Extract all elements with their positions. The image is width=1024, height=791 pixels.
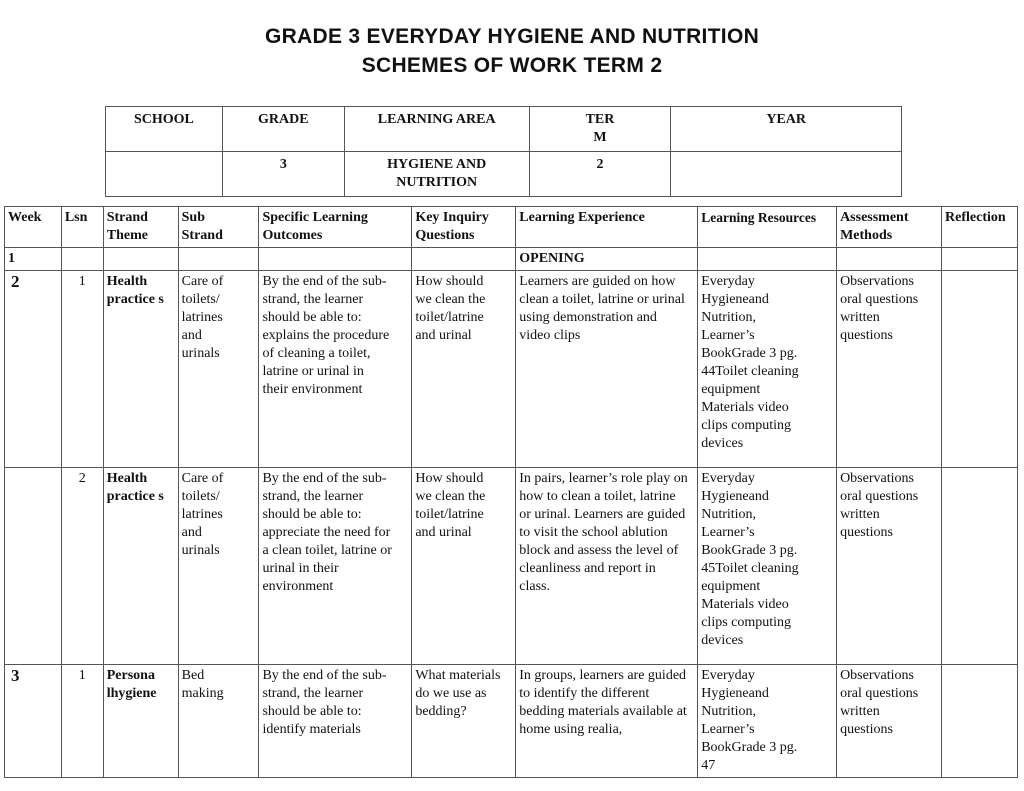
opening-week: 1 [5,248,62,271]
document-title [0,22,1024,80]
row-week [5,468,62,665]
row-lesson: 2 [61,468,103,665]
row-week: 3 [5,665,62,778]
row-strand-theme: Health practice s [103,468,178,665]
opening-label: OPENING [516,248,698,271]
row-sub-strand: Care of toilets/ latrines and urinals [178,271,259,468]
row-key-questions: How should we clean the toilet/latrine and urinal [412,468,516,665]
info-header-year: YEAR [671,107,902,152]
info-header-grade: GRADE [222,107,344,152]
info-value-learning-area: HYGIENE AND NUTRITION [344,152,529,197]
table-row [5,468,1018,665]
row-specific-outcomes: By the end of the sub-strand, the learner should be able to: identify materials [259,665,412,778]
header-reflection: Reflection [942,207,1018,248]
header-key-inquiry-questions: Key Inquiry Questions [412,207,516,248]
row-learning-experience: Learners are guided on how clean a toilet, latrine or urinal using demonstration and video clips [516,271,698,468]
row-learning-resources: Everyday Hygieneand Nutrition, Learner’s BookGrade 3 pg. 44Toilet cleaning equipment Materials video clips computing devices [698,271,837,468]
scheme-header-row [5,207,1018,248]
row-key-questions: How should we clean the toilet/latrine and urinal [412,271,516,468]
info-value-term: 2 [529,152,671,197]
row-strand-theme: Health practice s [103,271,178,468]
row-lesson: 1 [61,271,103,468]
title-line-2: SCHEMES OF WORK TERM 2 [361,54,663,77]
row-learning-resources: Everyday Hygieneand Nutrition, Learner’s BookGrade 3 pg. 47 [698,665,837,778]
table-row [5,271,1018,468]
header-specific-learning-outcomes: Specific Learning Outcomes [259,207,412,248]
info-value-grade: 3 [222,152,344,197]
row-key-questions: What materials do we use as bedding? [412,665,516,778]
info-header-term: TER M [529,107,671,152]
scheme-of-work-table [4,206,1018,778]
header-learning-resources: Learning Resources [698,207,837,248]
info-header-school: SCHOOL [106,107,223,152]
row-reflection [942,271,1018,468]
row-sub-strand: Care of toilets/ latrines and urinals [178,468,259,665]
row-reflection [942,468,1018,665]
info-value-row [106,152,902,197]
header-sub-strand: Sub Strand [178,207,259,248]
row-assessment-methods: Observations oral questions written questions [837,468,942,665]
row-sub-strand: Bed making [178,665,259,778]
row-learning-resources: Everyday Hygieneand Nutrition, Learner’s BookGrade 3 pg. 45Toilet cleaning equipment Materials video clips computing devices [698,468,837,665]
row-learning-experience: In pairs, learner’s role play on how to clean a toilet, latrine or urinal. Learners are guided to visit the school ablution block and assess the level of cleanliness and report in class. [516,468,698,665]
header-assessment-methods: Assessment Methods [837,207,942,248]
header-strand-theme: Strand Theme [103,207,178,248]
row-assessment-methods: Observations oral questions written questions [837,665,942,778]
header-lesson: Lsn [61,207,103,248]
header-week: Week [5,207,62,248]
info-value-year [671,152,902,197]
opening-row [5,248,1018,271]
title-line-1: GRADE 3 EVERYDAY HYGIENE AND NUTRITION [264,25,760,48]
row-reflection [942,665,1018,778]
info-header-row [106,107,902,152]
row-week: 2 [5,271,62,468]
info-header-learning-area: LEARNING AREA [344,107,529,152]
header-learning-experience: Learning Experience [516,207,698,248]
row-specific-outcomes: By the end of the sub-strand, the learner should be able to: explains the procedure of cleaning a toilet, latrine or urinal in their environment [259,271,412,468]
school-info-table [105,106,902,197]
info-value-school [106,152,223,197]
row-specific-outcomes: By the end of the sub-strand, the learner should be able to: appreciate the need for a clean toilet, latrine or urinal in their environment [259,468,412,665]
row-learning-experience: In groups, learners are guided to identify the different bedding materials available at home using realia, [516,665,698,778]
row-strand-theme: Persona lhygiene [103,665,178,778]
table-row [5,665,1018,778]
row-assessment-methods: Observations oral questions written questions [837,271,942,468]
row-lesson: 1 [61,665,103,778]
